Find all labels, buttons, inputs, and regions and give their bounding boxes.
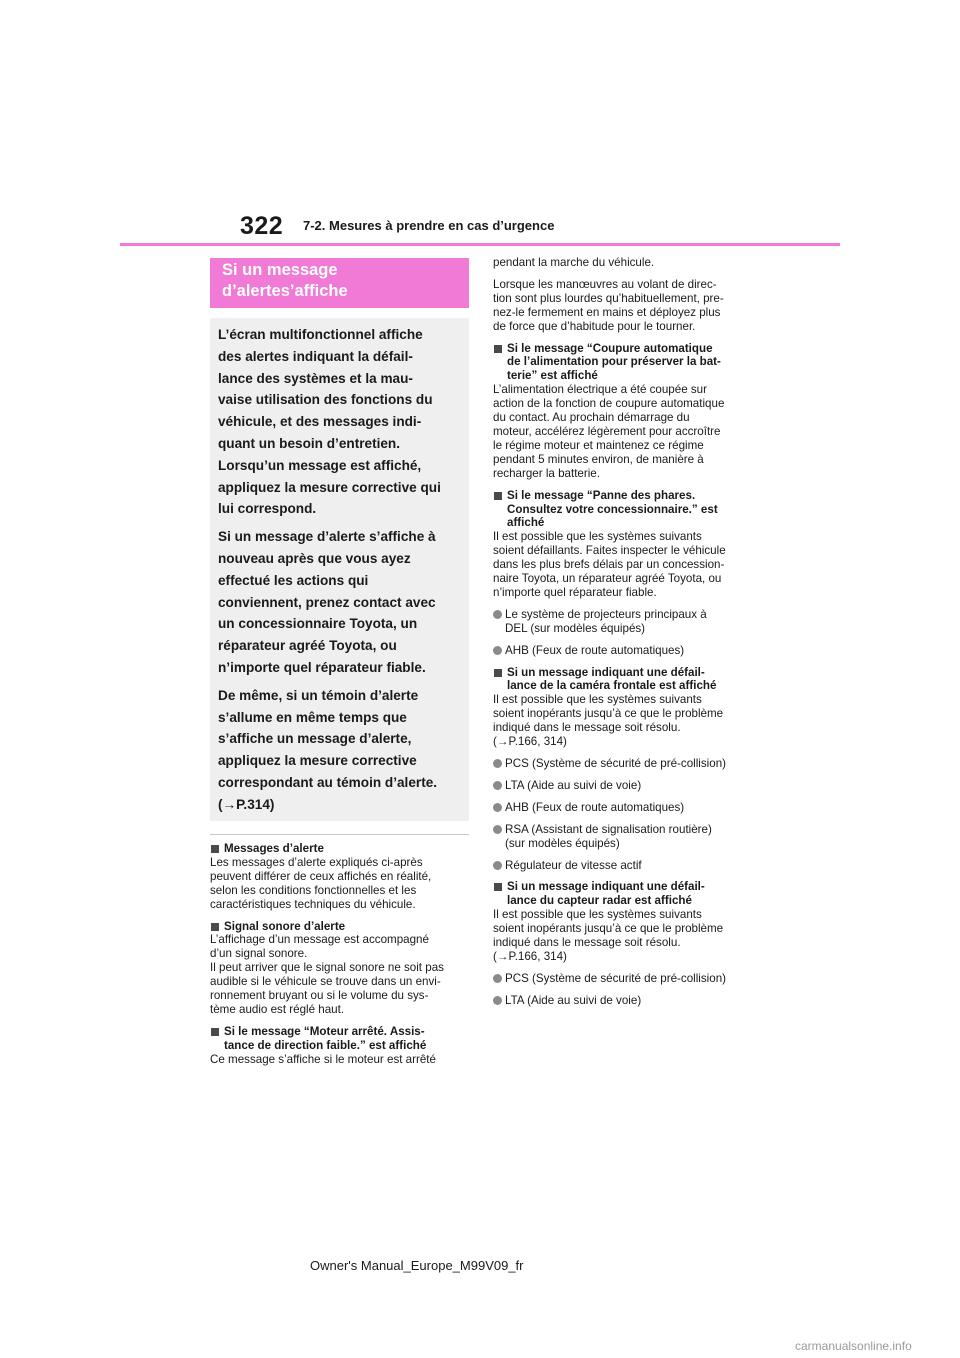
left-column [210, 842, 472, 1075]
column-divider [210, 834, 469, 835]
text-line: du contact. Au prochain démarrage du [493, 411, 690, 425]
text-line: Messages d’alerte [224, 842, 324, 855]
round-bullet-icon [493, 759, 502, 768]
text-line: (→P.166, 314) [493, 735, 567, 749]
text-line: lance des systèmes et la mau- [218, 370, 413, 386]
text-line: pendant la marche du véhicule. [493, 256, 655, 269]
text-line: (→P.314) [218, 796, 275, 812]
text-line: DEL (sur modèles équipés) [505, 621, 646, 635]
text-line: AHB (Feux de route automatiques) [505, 643, 685, 657]
text-line: Si le message “Panne des phares. [507, 488, 696, 502]
text-line: réparateur agréé Toyota, ou [218, 638, 397, 654]
topic-banner [210, 258, 469, 308]
text-line: Il est possible que les systèmes suivants [493, 693, 702, 707]
text-line: Les messages d’alerte expliqués ci-après [210, 855, 423, 869]
subsection-heading [493, 489, 755, 531]
intro-paragraph [218, 324, 459, 520]
subsection-heading [210, 842, 472, 856]
text-line: de l’alimentation pour préserver la bat- [507, 355, 721, 369]
text-line: LTA (Aide au suivi de voie) [505, 993, 642, 1007]
list-item [493, 801, 755, 815]
text-line: Ce message s’affiche si le moteur est arrêté [210, 1052, 436, 1066]
round-bullet-icon [493, 825, 502, 834]
text-line: ronnement bruyant ou si le volume du sys- [210, 989, 429, 1003]
round-bullet-icon [493, 803, 502, 812]
text-line: s’affiche un message d’alerte, [218, 731, 412, 747]
text-line: s’allume en même temps que [218, 709, 407, 725]
text-line: dans les plus brefs délais par un concession- [493, 558, 725, 572]
text-line: Si le message “Coupure automatique [507, 341, 713, 355]
text-line: un concessionnaire Toyota, un [218, 616, 418, 632]
round-bullet-icon [493, 996, 502, 1005]
text-line: correspondant au témoin d’alerte. [218, 774, 438, 790]
body-text [493, 530, 755, 600]
body-text [493, 908, 755, 964]
body-text [210, 856, 472, 912]
text-line: indiqué dans le message soit résolu. [493, 721, 681, 735]
text-line: L’écran multifonctionnel affiche [218, 327, 423, 342]
text-line: terie” est affiché [507, 369, 598, 383]
text-line: Le système de projecteurs principaux à [505, 607, 707, 621]
text-line: Consultez votre concessionnaire.” est [507, 502, 718, 516]
text-line: lance de la caméra frontale est affiché [507, 679, 717, 693]
round-bullet-icon [493, 861, 502, 870]
text-line: n’importe quel réparateur fiable. [493, 585, 657, 599]
text-line: audible si le véhicule se trouve dans un envi- [210, 975, 441, 989]
text-line: Il peut arriver que le signal sonore ne soit pas [210, 961, 444, 975]
text-line: Il est possible que les systèmes suivants [493, 908, 702, 922]
round-bullet-icon [493, 646, 502, 655]
round-bullet-icon [493, 610, 502, 619]
text-line: des alertes indiquant la défail- [218, 348, 413, 364]
text-line: soient défaillants. Faites inspecter le véhicule [493, 544, 726, 558]
square-bullet-icon [494, 345, 502, 353]
text-line: moteur, accélérez légèrement pour accroître [493, 424, 721, 438]
subsection-heading [493, 880, 755, 908]
section-header: 7-2. Mesures à prendre en cas d’urgence [303, 218, 555, 233]
list-item [493, 644, 755, 658]
text-line: selon les conditions fonctionnelles et les [210, 883, 417, 897]
text-line: le régime moteur et maintenez ce régime [493, 438, 704, 452]
body-text [210, 933, 472, 1016]
body-text [493, 278, 755, 334]
text-line: recharger la batterie. [493, 466, 600, 480]
text-line: Il est possible que les systèmes suivants [493, 530, 702, 544]
text-line: PCS (Système de sécurité de pré-collision) [505, 971, 727, 985]
body-text [210, 1053, 472, 1067]
text-line: pendant 5 minutes environ, de manière à [493, 452, 704, 466]
square-bullet-icon [494, 492, 502, 500]
text-line: action de la fonction de coupure automatique [493, 397, 725, 411]
page-number: 322 [240, 212, 284, 240]
text-line: peuvent différer de ceux affichés en réalité, [210, 869, 432, 883]
text-line: Lorsque les manœuvres au volant de direc- [493, 277, 717, 291]
subsection-heading [210, 1025, 472, 1053]
text-line: véhicule, et des messages indi- [218, 414, 422, 430]
text-line: lance du capteur radar est affiché [507, 894, 692, 908]
text-line: affiché [507, 516, 545, 530]
square-bullet-icon [211, 1028, 219, 1036]
document-footer: Owner's Manual_Europe_M99V09_fr [310, 1258, 524, 1273]
text-line: quant un besoin d’entretien. [218, 435, 401, 451]
right-column [493, 256, 755, 1016]
text-line: L’alimentation électrique a été coupée sur [493, 383, 707, 397]
text-line: RSA (Assistant de signalisation routière) [505, 822, 712, 836]
list-item [493, 972, 755, 986]
text-line: Si un message indiquant une défail- [507, 665, 705, 679]
text-line: de force que d’habitude pour le tourner. [493, 319, 696, 333]
body-text [493, 693, 755, 749]
subsection-heading [493, 666, 755, 694]
subsection-heading [210, 920, 472, 934]
text-line: naire Toyota, un réparateur agréé Toyota, ou [493, 572, 722, 586]
square-bullet-icon [494, 883, 502, 891]
text-line: n’importe quel réparateur fiable. [218, 659, 426, 675]
square-bullet-icon [211, 845, 219, 853]
intro-box [210, 318, 469, 821]
list-item [493, 859, 755, 873]
round-bullet-icon [493, 974, 502, 983]
list-item [493, 757, 755, 771]
square-bullet-icon [494, 669, 502, 677]
text-line: appliquez la mesure corrective [218, 753, 417, 769]
list-item [493, 994, 755, 1008]
text-line: lui correspond. [218, 501, 317, 517]
text-line: (→P.166, 314) [493, 949, 567, 963]
text-line: Régulateur de vitesse actif [505, 858, 642, 872]
text-line: tion sont plus lourdes qu’habituellement, pre- [493, 291, 724, 305]
text-line: vaise utilisation des fonctions du [218, 392, 433, 408]
list-item [493, 823, 755, 851]
intro-paragraph [218, 685, 459, 816]
text-line: Si un message indiquant une défail- [507, 880, 705, 894]
text-line: (sur modèles équipés) [505, 836, 620, 850]
body-text [493, 256, 755, 270]
text-line: PCS (Système de sécurité de pré-collision) [505, 757, 727, 770]
text-line: d’un signal sonore. [210, 947, 308, 961]
body-text [493, 383, 755, 480]
text-line: tème audio est réglé haut. [210, 1002, 345, 1016]
text-line: LTA (Aide au suivi de voie) [505, 778, 642, 792]
text-line: nouveau après que vous ayez [218, 550, 411, 566]
text-line: indiqué dans le message soit résolu. [493, 936, 681, 950]
text-line: Si un message d’alerte [222, 261, 338, 300]
square-bullet-icon [211, 923, 219, 931]
list-item [493, 779, 755, 793]
text-line: effectué les actions qui [218, 572, 369, 588]
text-line: Signal sonore d’alerte [224, 919, 346, 933]
text-line: L’affichage d’un message est accompagné [210, 933, 429, 947]
text-line: soient inopérants jusqu’à ce que le problème [493, 922, 724, 936]
text-line: tance de direction faible.” est affiché [224, 1038, 427, 1052]
text-line: s’affiche [280, 282, 348, 300]
header-rule [120, 243, 840, 246]
list-item [493, 608, 755, 636]
text-line: AHB (Feux de route automatiques) [505, 800, 685, 814]
round-bullet-icon [493, 781, 502, 790]
text-line: Si un message d’alerte s’affiche à [218, 529, 436, 545]
text-line: caractéristiques techniques du véhicule. [210, 897, 416, 911]
text-line: Si le message “Moteur arrêté. Assis- [224, 1024, 425, 1038]
subsection-heading [493, 342, 755, 384]
intro-paragraph [218, 526, 459, 679]
text-line: conviennent, prenez contact avec [218, 594, 436, 610]
text-line: soient inopérants jusqu’à ce que le problème [493, 707, 724, 721]
text-line: appliquez la mesure corrective qui [218, 479, 441, 495]
text-line: Lorsqu’un message est affiché, [218, 457, 422, 473]
site-watermark: carmanualsonline.info [795, 1339, 912, 1353]
text-line: De même, si un témoin d’alerte [218, 687, 419, 703]
text-line: nez-le fermement en mains et déployez plus [493, 305, 721, 319]
